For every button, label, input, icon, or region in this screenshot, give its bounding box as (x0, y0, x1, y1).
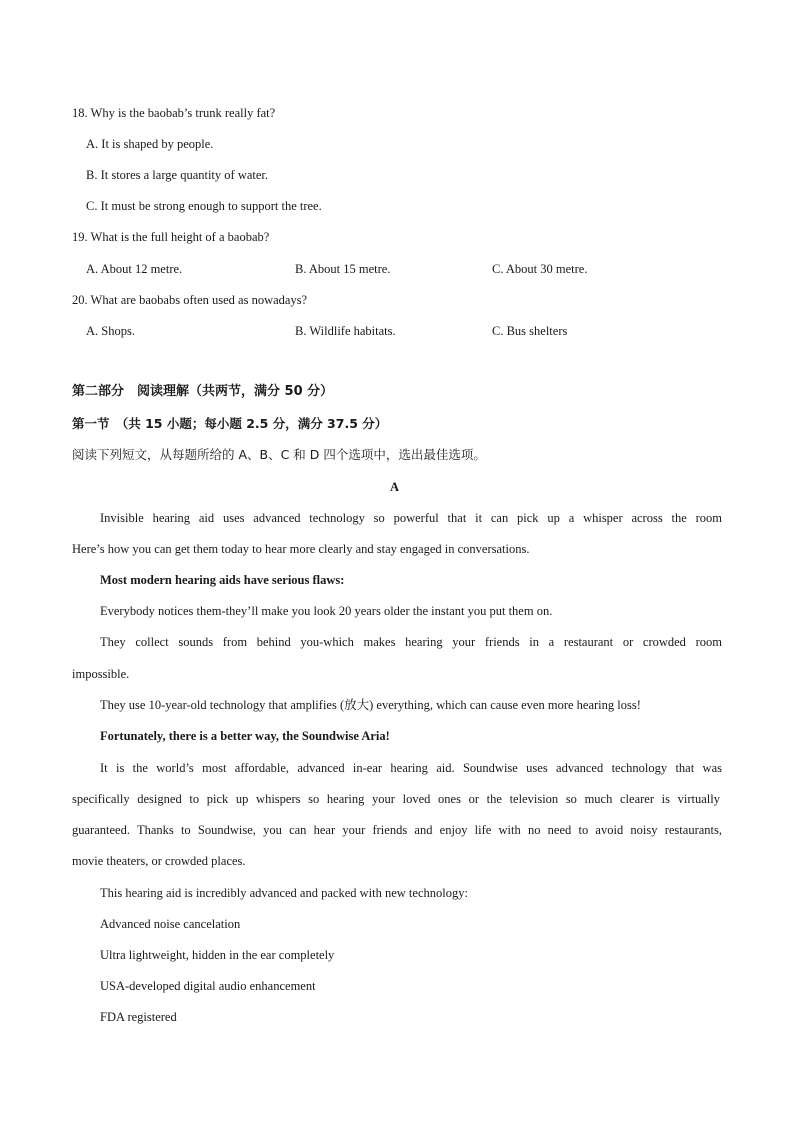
feature-item: FDA registered (100, 1010, 177, 1024)
passage-line: They use 10-year-old technology that amplifies (放大) everything, which can cause even more hearing loss! (100, 698, 641, 712)
question-18-option-b: B. It stores a large quantity of water. (86, 168, 269, 182)
question-19-option-c: C. About 30 metre. (492, 262, 588, 276)
passage-line: Invisible hearing aid uses advanced technology so powerful that it can pick up a whisper across the room (100, 511, 722, 525)
question-20-stem: 20. What are baobabs often used as nowadays? (72, 293, 308, 307)
question-18-stem: 18. Why is the baobab’s trunk really fat? (72, 106, 276, 120)
passage-line: They collect sounds from behind you-which makes hearing your friends in a restaurant or crowded room (100, 635, 722, 649)
passage-line: This hearing aid is incredibly advanced and packed with new technology: (100, 886, 468, 900)
passage-subheading: Fortunately, there is a better way, the Soundwise Aria! (100, 729, 390, 743)
question-18-option-a: A. It is shaped by people. (86, 137, 214, 151)
passage-line: It is the world’s most affordable, advanced in-ear hearing aid. Soundwise uses advanced technology that was (100, 761, 722, 775)
feature-item: Ultra lightweight, hidden in the ear completely (100, 948, 335, 962)
passage-line: movie theaters, or crowded places. (72, 854, 246, 868)
instruction: 阅读下列短文，从每题所给的 A、B、C 和 D 四个选项中，选出最佳选项。 (72, 447, 486, 462)
question-20-option-b: B. Wildlife habitats. (295, 324, 396, 338)
question-20-option-c: C. Bus shelters (492, 324, 568, 338)
passage-line: specifically designed to pick up whispers so hearing your loved ones or the television so much clearer is virtually (72, 792, 720, 806)
question-19-stem: 19. What is the full height of a baobab? (72, 230, 270, 244)
section-title: 第一节 （共 15 小题；每小题 2.5 分，满分 37.5 分） (72, 416, 388, 431)
question-19-option-a: A. About 12 metre. (86, 262, 183, 276)
passage-line: Here’s how you can get them today to hear more clearly and stay engaged in conversations. (72, 542, 530, 556)
passage-line: guaranteed. Thanks to Soundwise, you can hear your friends and enjoy life with no need to avoid noisy restaurants, (72, 823, 722, 837)
passage-line: impossible. (72, 667, 130, 681)
question-19-option-b: B. About 15 metre. (295, 262, 391, 276)
part-title: 第二部分 阅读理解（共两节，满分 50 分） (72, 384, 334, 399)
feature-item: Advanced noise cancelation (100, 917, 241, 931)
question-20-option-a: A. Shops. (86, 324, 135, 338)
passage-line: Everybody notices them-they’ll make you look 20 years older the instant you put them on. (100, 604, 553, 618)
feature-item: USA-developed digital audio enhancement (100, 979, 316, 993)
passage-subheading: Most modern hearing aids have serious flaws: (100, 573, 345, 587)
question-18-option-c: C. It must be strong enough to support the tree. (86, 199, 322, 213)
passage-label: A (390, 480, 400, 494)
